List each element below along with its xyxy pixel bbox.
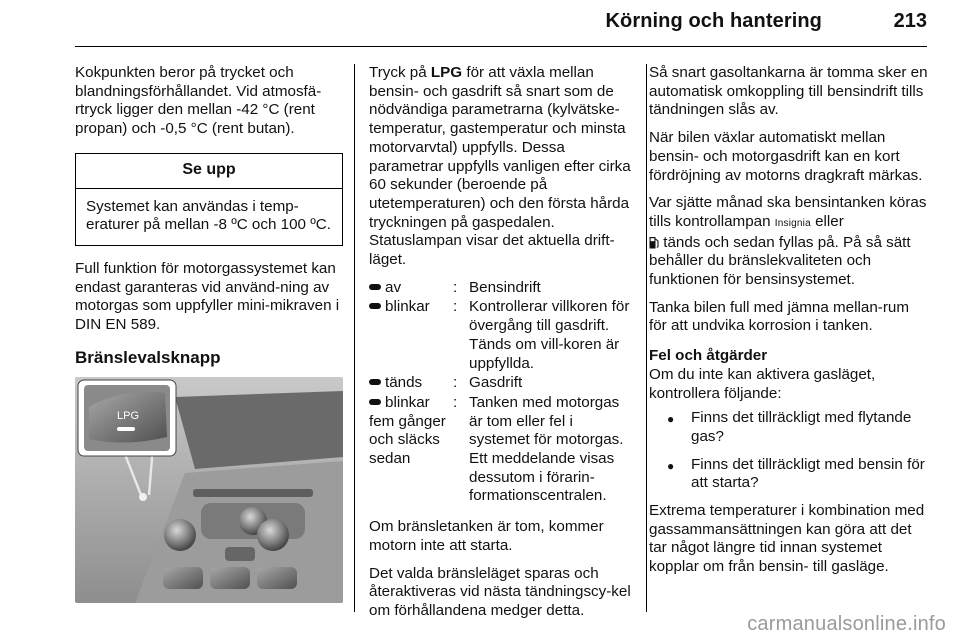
lamp-row xyxy=(369,374,631,393)
lpg-keyword: LPG xyxy=(430,64,463,81)
column-2 xyxy=(369,64,631,630)
press-pre-text: Tryck på xyxy=(369,64,431,81)
press-lpg-paragraph xyxy=(369,64,631,270)
six-month-pre: Var sjätte månad ska bensintanken köras tills kontrollampan xyxy=(649,194,927,230)
lamp-state-key: av xyxy=(385,278,402,296)
lamp-state-value: Bensindrift xyxy=(469,278,541,296)
column-3 xyxy=(649,64,929,586)
lamp-colon: : xyxy=(453,278,458,296)
lamp-state-value: Kontrollerar villkoren för övergång till gasdrift. Tänds om vill-koren är uppfyllda. xyxy=(469,298,630,372)
lamp-colon: : xyxy=(453,298,458,316)
press-post-text: för att växla mellan bensin- och gasdrift så snart som de nödvändiga parametrarna (kylvätske-temperatur, gastemperatur och minsta motorvarvtal) uppfylls. Dessa parametrar uppfylls vanligen efter cirka 60 sekunder (beroende på utetemperaturen) och den första hårda tryckningen på gaspedalen. Statuslampan visar det aktuella drift-läget. xyxy=(369,64,631,269)
fuel-selector-figure xyxy=(75,377,343,603)
lamp-state-key: tänds xyxy=(385,374,423,392)
caution-text: Systemet kan användas i temp-eraturer på mellan -8 ºC och 100 ºC. xyxy=(86,197,331,234)
column-divider-2 xyxy=(646,64,647,612)
status-lamp-icon xyxy=(369,284,381,290)
refuel-paragraph: Tanka bilen full med jämna mellan-rum för att undvika korrosion i tanken. xyxy=(649,298,909,335)
fuel-pump-icon xyxy=(649,236,659,249)
lamp-state-key: blinkar xyxy=(385,298,430,316)
lamp-colon: : xyxy=(453,393,458,411)
six-month-post: tänds och sedan fyllas på. På så sätt behåller du bränslekvaliteten och funktionen för bensinsystemet. xyxy=(649,233,911,289)
status-lamp-icon xyxy=(369,303,381,309)
lamp-state-value: Tanken med motorgas är tom eller fel i systemet för motorgas. Ett meddelande visas dessutom i förarin-formationscentralen. xyxy=(469,393,624,505)
fault-checklist xyxy=(649,409,929,493)
insignia-lamp-label: Insignia xyxy=(774,217,811,229)
status-lamp-icon xyxy=(369,379,381,385)
status-lamp-icon xyxy=(369,399,381,405)
lpg-button-label: LPG xyxy=(117,410,140,423)
lamp-colon: : xyxy=(453,374,458,392)
delay-paragraph: När bilen växlar automatiskt mellan bensin- och motorgasdrift kan en kort fördröjning av motorns dragkraft märkas. xyxy=(649,129,923,184)
caution-title: Se upp xyxy=(76,154,342,189)
boiling-point-paragraph: Kokpunkten beror på trycket och blandningsförhållandet. Vid atmosfä-rtryck ligger den mellan -42 °C (rent propan) och -0,5 °C (rent butan). xyxy=(75,64,322,138)
lamp-state-value: Gasdrift xyxy=(469,374,523,392)
fault-heading: Fel och åtgärder xyxy=(649,347,768,365)
lamp-state-key: blinkar fem gånger och släcks sedan xyxy=(369,393,446,468)
lamp-row xyxy=(369,279,631,298)
caution-box xyxy=(75,153,343,246)
column-1 xyxy=(75,64,343,603)
lamp-row xyxy=(369,298,631,373)
saved-mode-paragraph: Det valda bränsleläget sparas och återaktiveras vid nästa tändningscy-kel om förhållandena medger detta. xyxy=(369,564,631,619)
page-number: 213 xyxy=(893,10,927,32)
section-title: Körning och hantering xyxy=(605,10,822,32)
header-rule xyxy=(75,46,927,47)
empty-tank-paragraph: Om bränsletanken är tom, kommer motorn inte att starta. xyxy=(369,518,604,554)
six-month-mid: eller xyxy=(810,212,844,230)
six-month-paragraph xyxy=(649,194,929,290)
dashboard-illustration xyxy=(75,377,343,603)
column-divider-1 xyxy=(354,64,355,612)
auto-switch-paragraph: Så snart gasoltankarna är tomma sker en automatisk omkoppling till bensindrift tills tändningen slås av. xyxy=(649,64,928,119)
status-lamp-table xyxy=(369,279,631,506)
full-function-paragraph: Full funktion för motorgassystemet kan endast garanteras vid använd-ning av motorgas som uppfyller mini-mikraven i DIN EN 589. xyxy=(75,259,340,334)
checklist-item: ● Finns det tillräckligt med bensin för att starta? xyxy=(649,456,929,493)
watermark: carmanualsonline.info xyxy=(747,613,946,635)
fault-intro: Om du inte kan aktivera gasläget, kontrollera följande: xyxy=(649,365,876,402)
lamp-row xyxy=(369,394,631,506)
fuel-selector-heading: Bränslevalsknapp xyxy=(75,347,221,367)
extreme-temperature-paragraph: Extrema temperaturer i kombination med gassammansättningen kan göra att det tar något längre tid innan systemet kopplar om från bensin- till gasläge. xyxy=(649,502,925,576)
checklist-item: ● Finns det tillräckligt med flytande gas? xyxy=(649,409,929,446)
